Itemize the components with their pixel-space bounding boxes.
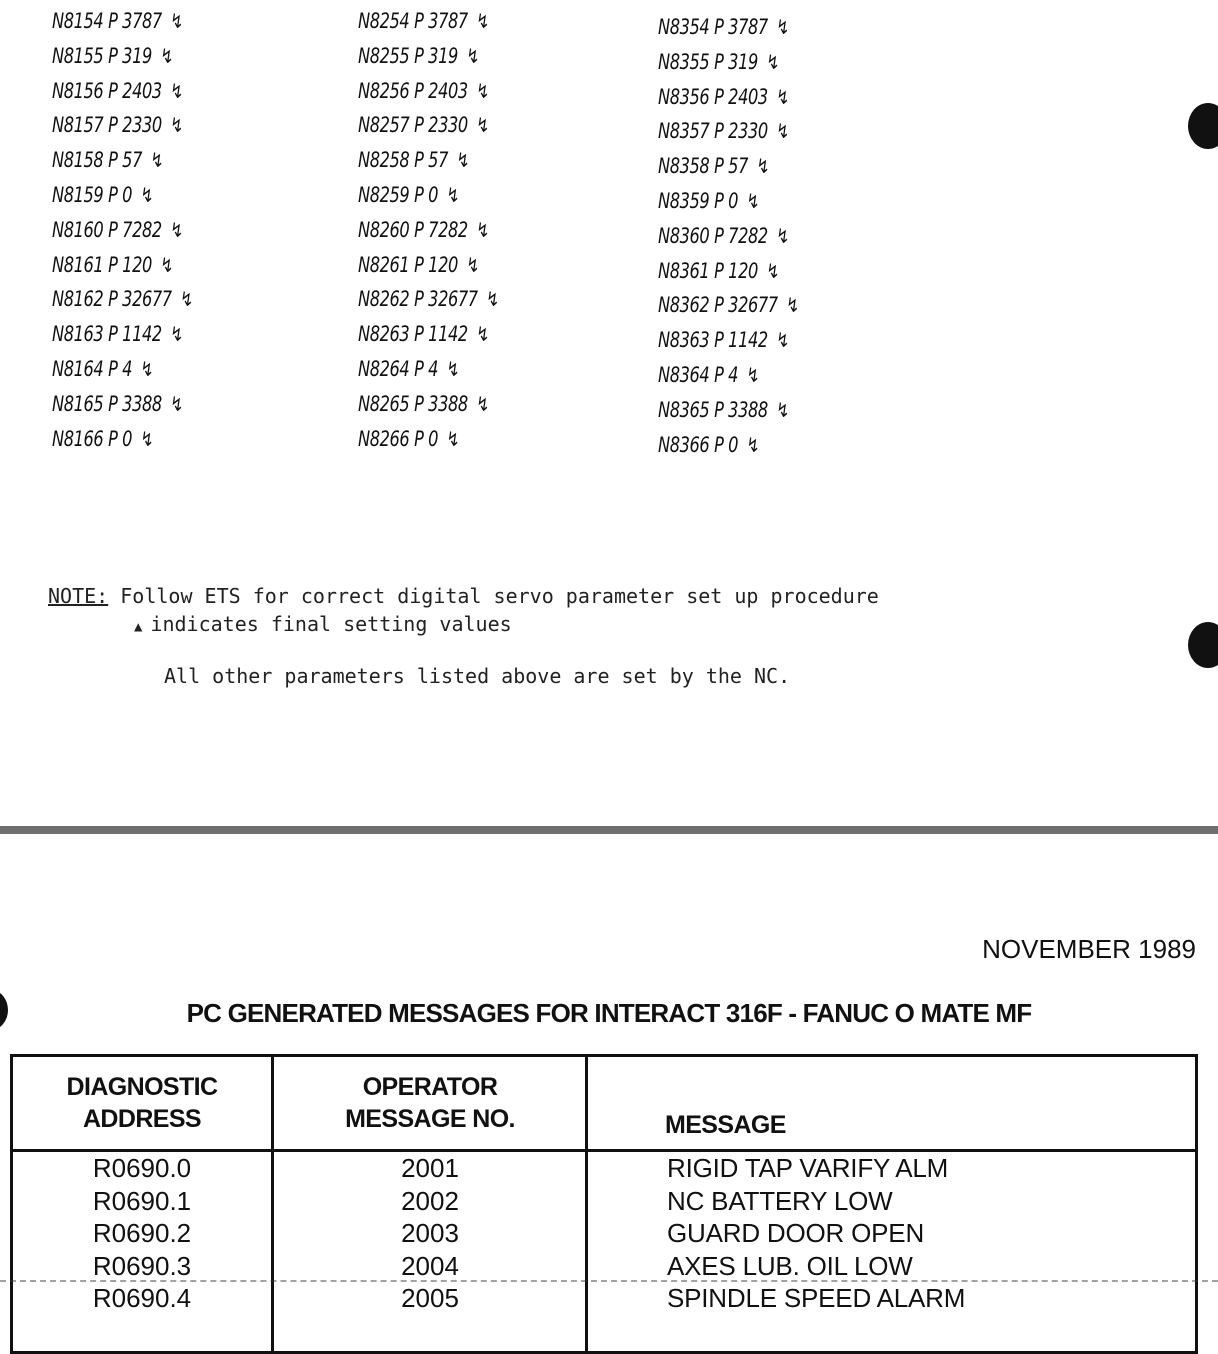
parameter-line: N8362 P 32677 ↯	[658, 293, 799, 318]
header-text: OPERATOR	[362, 1073, 498, 1101]
final-setting-mark: ↯	[170, 217, 183, 242]
final-setting-mark: ↯	[170, 113, 183, 138]
final-setting-mark: ↯	[486, 287, 499, 312]
final-setting-mark: ↯	[140, 356, 154, 381]
parameter-line: N8164 P 4 ↯	[52, 356, 154, 381]
cell-address: R0690.1	[92, 1185, 192, 1216]
parameter-line: N8158 P 57 ↯	[52, 148, 164, 173]
cell-message: GUARD DOOR OPEN	[667, 1218, 925, 1248]
parameter-line: N8260 P 7282 ↯	[358, 217, 489, 242]
parameter-line: N8357 P 2330 ↯	[658, 119, 789, 144]
header-text: ADDRESS	[82, 1105, 202, 1133]
final-setting-mark: ↯	[446, 356, 460, 381]
parameter-line: N8360 P 7282 ↯	[658, 223, 789, 248]
note-label: NOTE:	[48, 584, 109, 608]
parameter-line: N8258 P 57 ↯	[358, 148, 470, 173]
final-setting-mark: ↯	[776, 119, 789, 144]
cell-message-number: 2002	[401, 1185, 459, 1216]
cell-message: AXES LUB. OIL LOW	[667, 1250, 913, 1281]
parameter-line: N8161 P 120 ↯	[52, 252, 174, 277]
final-setting-mark: ↯	[746, 432, 760, 457]
page-title: PC GENERATED MESSAGES FOR INTERACT 316F - FANUC O MATE MF	[186, 998, 1032, 1028]
header-text: MESSAGE NO.	[345, 1105, 515, 1133]
parameter-line: N8266 P 0 ↯	[358, 426, 460, 451]
parameter-line: N8265 P 3388 ↯	[358, 391, 489, 416]
table-row	[13, 1185, 1195, 1218]
final-setting-mark: ↯	[466, 43, 480, 68]
note-text: indicates final setting values	[150, 612, 512, 636]
parameter-line: N8355 P 319 ↯	[658, 49, 780, 74]
table-row	[13, 1152, 1195, 1185]
final-setting-mark: ↯	[776, 15, 789, 39]
parameter-line: N8358 P 57 ↯	[658, 154, 770, 179]
final-setting-mark: ↯	[746, 188, 760, 213]
final-setting-mark: ↯	[446, 182, 460, 207]
note-text: Follow ETS for correct digital servo parameter set up procedure	[120, 584, 879, 608]
final-setting-mark: ↯	[160, 43, 174, 68]
final-setting-mark: ↯	[776, 328, 789, 353]
cell-message-number: 2001	[401, 1153, 459, 1183]
table-header-row	[13, 1057, 1195, 1152]
table-row	[13, 1217, 1195, 1250]
page-divider	[0, 826, 1218, 834]
parameter-line: N8356 P 2403 ↯	[658, 84, 789, 109]
table-row	[13, 1282, 1195, 1315]
parameter-line: N8359 P 0 ↯	[658, 188, 760, 213]
messages-table	[10, 1054, 1198, 1354]
parameter-column-1	[52, 4, 342, 456]
parameter-line: N8254 P 3787 ↯	[358, 9, 489, 33]
parameter-line: N8257 P 2330 ↯	[358, 113, 489, 138]
header-operator-message-no	[275, 1057, 585, 1149]
cell-message-number: 2005	[401, 1283, 459, 1313]
final-setting-mark: ↯	[170, 322, 183, 347]
cell-message: RIGID TAP VARIFY ALM	[667, 1153, 949, 1183]
final-setting-mark: ↯	[476, 9, 489, 33]
final-setting-mark: ↯	[776, 84, 789, 109]
parameter-column-2	[358, 4, 648, 456]
binder-hole	[1188, 103, 1218, 149]
parameter-line: N8160 P 7282 ↯	[52, 217, 183, 242]
final-setting-mark: ↯	[160, 252, 174, 277]
parameter-line: N8165 P 3388 ↯	[52, 391, 183, 416]
final-setting-mark: ↯	[766, 258, 780, 283]
table-row	[13, 1250, 1195, 1283]
parameter-line: N8255 P 319 ↯	[358, 43, 480, 68]
final-setting-mark: ↯	[776, 397, 789, 422]
final-setting-mark: ↯	[180, 287, 193, 312]
parameter-line: N8366 P 0 ↯	[658, 432, 760, 457]
final-setting-mark: ↯	[170, 78, 183, 103]
header-text: DIAGNOSTIC	[66, 1073, 218, 1101]
final-setting-mark: ↯	[776, 223, 789, 248]
final-setting-mark: ↯	[456, 148, 470, 173]
note-line-1	[48, 582, 1028, 610]
cell-message-number: 2003	[401, 1218, 459, 1248]
final-setting-mark: ↯	[170, 9, 183, 33]
final-setting-mark: ↯	[756, 154, 770, 179]
scan-artifact-line	[0, 1280, 1218, 1282]
table-body	[13, 1152, 1195, 1315]
note-line-2	[48, 610, 1028, 638]
parameter-line: N8155 P 319 ↯	[52, 43, 174, 68]
cell-address: R0690.2	[92, 1218, 192, 1248]
parameter-line: N8365 P 3388 ↯	[658, 397, 789, 422]
final-setting-mark: ↯	[150, 148, 164, 173]
triangle-icon: ▲	[134, 619, 143, 635]
final-setting-mark: ↯	[140, 182, 154, 207]
cell-message-number: 2004	[401, 1250, 459, 1281]
final-setting-mark: ↯	[476, 217, 489, 242]
header-text: MESSAGE	[665, 1111, 786, 1139]
final-setting-mark: ↯	[476, 391, 489, 416]
parameter-line: N8157 P 2330 ↯	[52, 113, 183, 138]
note-line-3: All other parameters listed above are set by the NC.	[164, 664, 791, 688]
parameter-column-3	[658, 10, 948, 462]
final-setting-mark: ↯	[746, 362, 760, 387]
parameter-line: N8363 P 1142 ↯	[658, 328, 789, 353]
note-block	[48, 582, 1028, 690]
cell-address: R0690.4	[92, 1283, 192, 1313]
parameter-line: N8162 P 32677 ↯	[52, 287, 193, 312]
cell-address: R0690.0	[92, 1153, 192, 1183]
binder-hole	[1188, 622, 1218, 668]
parameter-line: N8261 P 120 ↯	[358, 252, 480, 277]
parameter-line: N8354 P 3787 ↯	[658, 15, 789, 39]
final-setting-mark: ↯	[476, 322, 489, 347]
cell-message: NC BATTERY LOW	[667, 1185, 893, 1216]
parameter-line: N8263 P 1142 ↯	[358, 322, 489, 347]
final-setting-mark: ↯	[140, 426, 154, 451]
final-setting-mark: ↯	[170, 391, 183, 416]
parameter-line: N8256 P 2403 ↯	[358, 78, 489, 103]
parameter-line: N8361 P 120 ↯	[658, 258, 780, 283]
parameter-line: N8262 P 32677 ↯	[358, 287, 499, 312]
final-setting-mark: ↯	[476, 78, 489, 103]
parameter-line: N8156 P 2403 ↯	[52, 78, 183, 103]
parameter-line: N8154 P 3787 ↯	[52, 9, 183, 33]
parameter-line: N8159 P 0 ↯	[52, 182, 154, 207]
cell-address: R0690.3	[92, 1250, 192, 1281]
parameter-line: N8264 P 4 ↯	[358, 356, 460, 381]
final-setting-mark: ↯	[466, 252, 480, 277]
final-setting-mark: ↯	[786, 293, 799, 318]
document-date: NOVEMBER 1989	[982, 934, 1196, 964]
cell-message: SPINDLE SPEED ALARM	[667, 1283, 966, 1313]
final-setting-mark: ↯	[476, 113, 489, 138]
final-setting-mark: ↯	[766, 49, 780, 74]
parameter-line: N8259 P 0 ↯	[358, 182, 460, 207]
parameter-line: N8163 P 1142 ↯	[52, 322, 183, 347]
header-diagnostic-address	[13, 1057, 271, 1149]
parameter-line: N8364 P 4 ↯	[658, 362, 760, 387]
final-setting-mark: ↯	[446, 426, 460, 451]
parameter-line: N8166 P 0 ↯	[52, 426, 154, 451]
